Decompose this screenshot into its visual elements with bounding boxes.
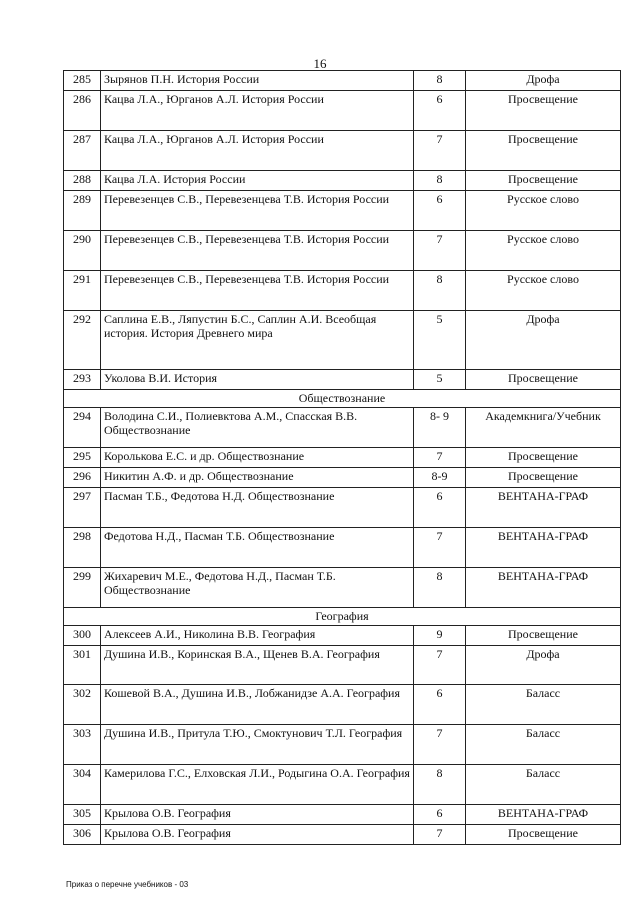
publisher: Дрофа [466, 646, 621, 685]
publisher: Просвещение [466, 91, 621, 131]
grade: 6 [414, 191, 466, 231]
grade: 6 [414, 805, 466, 825]
table-row [64, 725, 621, 765]
publisher: Баласс [466, 685, 621, 725]
publisher: Русское слово [466, 231, 621, 271]
book-title: Саплина Е.В., Ляпустин Б.С., Саплин А.И. Всеобщая история. История Древнего мира [101, 311, 414, 370]
grade: 6 [414, 91, 466, 131]
publisher: Баласс [466, 725, 621, 765]
grade: 8-9 [414, 468, 466, 488]
grade: 7 [414, 528, 466, 568]
publisher: ВЕНТАНА-ГРАФ [466, 805, 621, 825]
row-number: 298 [64, 528, 101, 568]
grade: 7 [414, 646, 466, 685]
table-row [64, 231, 621, 271]
table-row [64, 528, 621, 568]
table-row [64, 408, 621, 448]
row-number: 294 [64, 408, 101, 448]
row-number: 288 [64, 171, 101, 191]
row-number: 301 [64, 646, 101, 685]
table-row [64, 448, 621, 468]
table-row [64, 568, 621, 608]
row-number: 299 [64, 568, 101, 608]
grade: 7 [414, 131, 466, 171]
table-row [64, 468, 621, 488]
book-title: Камерилова Г.С., Елховская Л.И., Родыгина О.А. География [101, 765, 414, 805]
row-number: 285 [64, 71, 101, 91]
book-title: Кацва Л.А. История России [101, 171, 414, 191]
table-row [64, 646, 621, 685]
section-title: Обществознание [64, 390, 621, 408]
grade: 9 [414, 626, 466, 646]
grade: 7 [414, 448, 466, 468]
table-row [64, 171, 621, 191]
publisher: ВЕНТАНА-ГРАФ [466, 568, 621, 608]
publisher: Баласс [466, 765, 621, 805]
table-row [64, 191, 621, 231]
row-number: 305 [64, 805, 101, 825]
grade: 8 [414, 271, 466, 311]
grade: 8 [414, 71, 466, 91]
footer-note: Приказ о перечне учебников - 03 [66, 880, 189, 889]
book-title: Перевезенцев С.В., Перевезенцева Т.В. История России [101, 191, 414, 231]
row-number: 286 [64, 91, 101, 131]
publisher: ВЕНТАНА-ГРАФ [466, 488, 621, 528]
row-number: 289 [64, 191, 101, 231]
book-title: Уколова В.И. История [101, 370, 414, 390]
table-row [64, 71, 621, 91]
table-row [64, 488, 621, 528]
publisher: Просвещение [466, 468, 621, 488]
grade: 6 [414, 685, 466, 725]
book-title: Володина С.И., Полиевктова А.М., Спасская В.В. Обществознание [101, 408, 414, 448]
publisher: Просвещение [466, 171, 621, 191]
book-title: Кошевой В.А., Душина И.В., Лобжанидзе А.А. География [101, 685, 414, 725]
grade: 8 [414, 765, 466, 805]
publisher: Русское слово [466, 271, 621, 311]
grade: 8- 9 [414, 408, 466, 448]
publisher: Дрофа [466, 71, 621, 91]
page-number: 16 [313, 56, 327, 71]
table-row [64, 311, 621, 370]
section-row [64, 608, 621, 626]
table-row [64, 91, 621, 131]
book-title: Душина И.В., Притула Т.Ю., Смоктунович Т.Л. География [101, 725, 414, 765]
section-title: География [64, 608, 621, 626]
publisher: Русское слово [466, 191, 621, 231]
book-title: Перевезенцев С.В., Перевезенцева Т.В. История России [101, 231, 414, 271]
grade: 7 [414, 825, 466, 845]
section-row [64, 390, 621, 408]
table-row [64, 271, 621, 311]
book-title: Крылова О.В. География [101, 825, 414, 845]
row-number: 306 [64, 825, 101, 845]
book-title: Пасман Т.Б., Федотова Н.Д. Обществознание [101, 488, 414, 528]
publisher: Просвещение [466, 448, 621, 468]
row-number: 295 [64, 448, 101, 468]
table-row [64, 131, 621, 171]
grade: 6 [414, 488, 466, 528]
row-number: 292 [64, 311, 101, 370]
publisher: Просвещение [466, 131, 621, 171]
row-number: 303 [64, 725, 101, 765]
table-row [64, 765, 621, 805]
textbook-table [63, 70, 621, 845]
book-title: Перевезенцев С.В., Перевезенцева Т.В. История России [101, 271, 414, 311]
grade: 7 [414, 725, 466, 765]
book-title: Крылова О.В. География [101, 805, 414, 825]
row-number: 287 [64, 131, 101, 171]
table-row [64, 685, 621, 725]
grade: 7 [414, 231, 466, 271]
book-title: Жихаревич М.Е., Федотова Н.Д., Пасман Т.Б. Обществознание [101, 568, 414, 608]
row-number: 297 [64, 488, 101, 528]
book-title: Федотова Н.Д., Пасман Т.Б. Обществознание [101, 528, 414, 568]
book-title: Зырянов П.Н. История России [101, 71, 414, 91]
row-number: 290 [64, 231, 101, 271]
row-number: 296 [64, 468, 101, 488]
publisher: ВЕНТАНА-ГРАФ [466, 528, 621, 568]
publisher: Академкнига/Учебник [466, 408, 621, 448]
publisher: Просвещение [466, 370, 621, 390]
table-row [64, 825, 621, 845]
publisher: Дрофа [466, 311, 621, 370]
grade: 8 [414, 568, 466, 608]
row-number: 300 [64, 626, 101, 646]
book-title: Душина И.В., Коринская В.А., Щенев В.А. География [101, 646, 414, 685]
publisher: Просвещение [466, 825, 621, 845]
row-number: 291 [64, 271, 101, 311]
row-number: 302 [64, 685, 101, 725]
row-number: 304 [64, 765, 101, 805]
publisher: Просвещение [466, 626, 621, 646]
table-row [64, 370, 621, 390]
book-title: Кацва Л.А., Юрганов А.Л. История России [101, 131, 414, 171]
grade: 5 [414, 370, 466, 390]
book-title: Алексеев А.И., Николина В.В. География [101, 626, 414, 646]
book-title: Никитин А.Ф. и др. Обществознание [101, 468, 414, 488]
grade: 8 [414, 171, 466, 191]
row-number: 293 [64, 370, 101, 390]
grade: 5 [414, 311, 466, 370]
book-title: Королькова Е.С. и др. Обществознание [101, 448, 414, 468]
table-row [64, 805, 621, 825]
table-row [64, 626, 621, 646]
book-title: Кацва Л.А., Юрганов А.Л. История России [101, 91, 414, 131]
